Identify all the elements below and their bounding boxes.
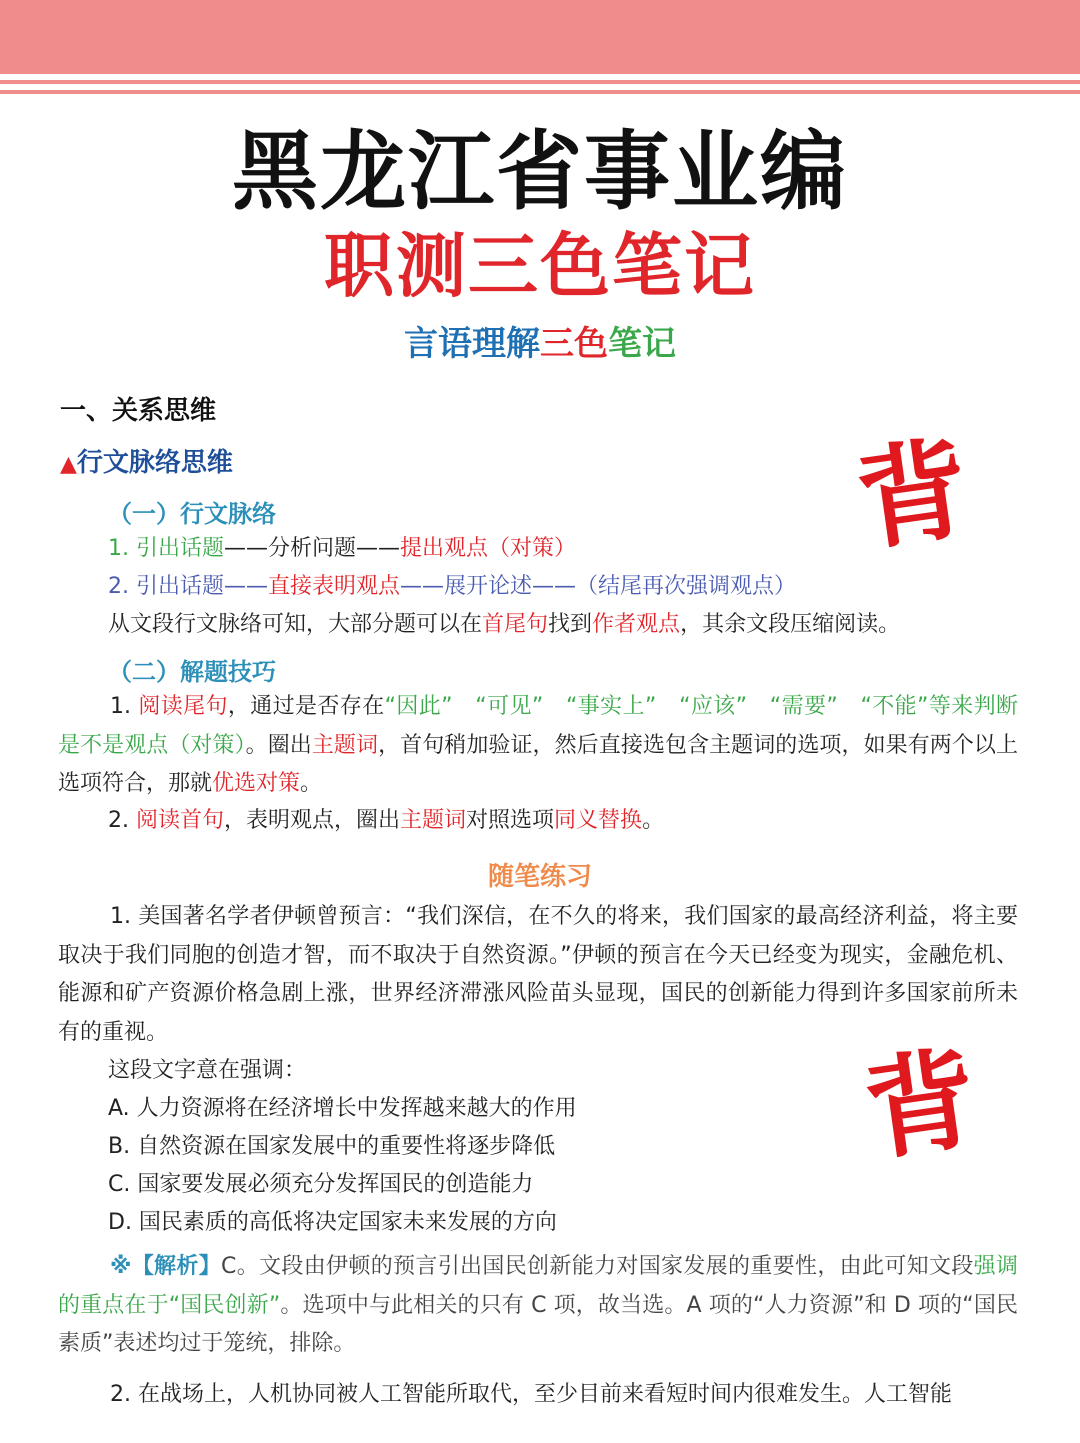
topic-label: 行文脉络思维 [76,448,233,478]
section-banner [0,322,1080,366]
header-band [0,0,1080,74]
text-red: 主题词 [311,732,379,758]
text-red: 主题词 [400,808,467,833]
question-prompt: 这段文字意在强调： [108,1058,307,1083]
practice-heading: 随笔练习 [487,862,592,892]
section-heading: 一、关系思维 [60,396,217,426]
stamp-memorize: 背 [849,422,977,567]
page-title: 黑龙江省事业编 [232,122,848,222]
text-plain: 。 [642,808,665,833]
text-red: 优选对策 [212,771,301,796]
option-b: B. 自然资源在国家发展中的重要性将逐步降低 [108,1134,556,1159]
option-d: D. 国民素质的高低将决定国家未来发展的方向 [108,1210,557,1235]
technique-2 [108,802,664,840]
page-subtitle: 职测三色笔记 [324,225,756,307]
text-plain: ，表明观点，圈出 [224,808,401,833]
text-green: 强调的重点在于“国民创新” [58,1254,1018,1318]
banner-part-2: 三色 [540,324,608,364]
text-plain: ，其余文段压缩阅读。 [680,612,901,637]
header-stripe [0,80,1080,84]
text-red: 阅读首句 [135,808,224,833]
text-plain: 1. [110,694,139,719]
text-plain: 从文段行文脉络可知，大部分题可以在 [108,612,483,637]
text-plain: ，通过是否存在 [227,694,385,719]
option-a: A. 人力资源将在经济增长中发挥越来越大的作用 [108,1096,577,1121]
text-purple: ——展开论述——（结尾再次强调观点） [400,574,797,599]
banner-part-1: 言语理解 [404,324,540,364]
text-plain: C。文段由伊顿的预言引出国民创新能力对国家发展的重要性，由此可知文段 [221,1254,974,1279]
stamp-memorize: 背 [857,1032,985,1177]
text-green: “因此” “可见” “事实上” “应该” “需要” “不能”等来判断是不是观点（对策） [58,694,1018,758]
text-plain: 。 [300,771,323,796]
triangle-icon: ▲ [60,452,77,477]
question-1 [58,898,1018,1052]
header-stripe [0,90,1080,94]
option-c: C. 国家要发展必须充分发挥国民的创造能力 [108,1172,534,1197]
question-stem: 2. 在战场上，人机协同被人工智能所取代，至少目前来看短时间内很难发生。人工智能 [110,1382,952,1407]
text-plain: 。选项中与此相关的只有 C 项，故当选。A 项的“人力资源”和 D 项的“国民素质”表述均过于笼统，排除。 [58,1292,1018,1356]
text-red: 直接表明观点 [267,574,400,599]
question-2 [58,1376,1018,1415]
text-plain: ，首句稍加验证，然后直接选包含主题词的选项，如果有两个以上选项符合，那就 [58,732,1018,796]
text-purple: 2. 引出话题—— [108,574,268,599]
text-red: 作者观点 [592,612,681,637]
text-red: 首尾句 [482,612,549,637]
text-red: 同义替换 [554,808,643,833]
analysis [58,1248,1018,1364]
technique-1 [58,688,1018,804]
text-red: 阅读尾句 [138,694,228,719]
text-red: 提出观点（对策） [400,536,577,561]
text-plain: 找到 [548,612,593,637]
analysis-label: ※【解析】 [110,1254,222,1279]
text-plain: ——分析问题—— [223,536,400,561]
subheading-structure: （一）行文脉络 [108,500,276,528]
question-stem: 1. 美国著名学者伊顿曾预言：“我们深信，在不久的将来，我们国家的最高经济利益，将主要取决于我们同胞的创造才智，而不取决于自然资源。”伊顿的预言在今天已经变为现实，金融危机、能源和矿产资源价格急剧上涨，世界经济滞涨风险苗头显现，国民的创新能力得到许多国家前所未有的重视。 [58,904,1018,1045]
banner-part-3: 笔记 [608,324,676,364]
text-green: 1. 引出话题 [108,536,224,561]
text-plain: 对照选项 [466,808,555,833]
structure-line-1 [108,530,576,568]
structure-line-3 [108,606,900,644]
subheading-techniques: （二）解题技巧 [108,658,276,686]
text-plain: 。圈出 [245,732,312,758]
structure-line-2 [108,568,796,606]
topic-heading [60,442,233,479]
text-plain: 2. [108,808,136,833]
